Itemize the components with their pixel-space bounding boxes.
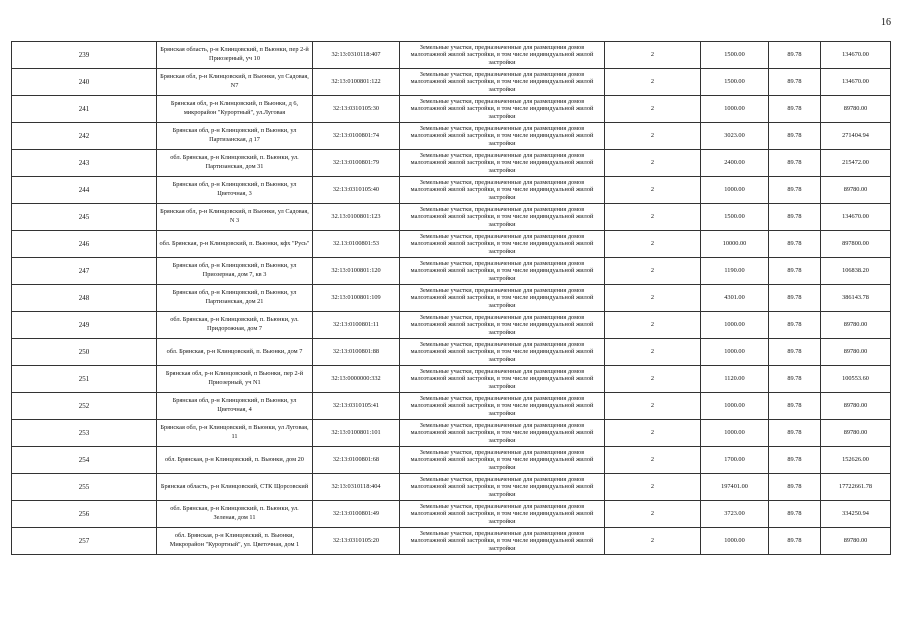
cadastral-value-cell: 134670.00 <box>821 204 891 231</box>
row-number-cell: 239 <box>12 42 157 69</box>
area-cell: 1000.00 <box>701 528 769 555</box>
cadastral-number-cell: 32:13:0310118:404 <box>313 474 400 501</box>
group-code-cell: 2 <box>605 528 701 555</box>
address-cell: Брянская обл, р-н Клинцовский, п Вьюнки, ул Садовая, N 3 <box>157 204 313 231</box>
cadastral-value-cell: 134670.00 <box>821 69 891 96</box>
specific-value-cell: 89.78 <box>769 42 821 69</box>
specific-value-cell: 89.78 <box>769 285 821 312</box>
area-cell: 1190.00 <box>701 258 769 285</box>
address-cell: обл. Брянская, р-н Клинцовский, п. Вьюнки, дом 7 <box>157 339 313 366</box>
cadastral-number-cell: 32.13:0100801:53 <box>313 231 400 258</box>
group-code-cell: 2 <box>605 123 701 150</box>
specific-value-cell: 89.78 <box>769 231 821 258</box>
cadastral-value-cell: 386143.78 <box>821 285 891 312</box>
address-cell: обл. Брянская, р-н Клинцовский, п. Вьюнки, ул. Зеленая, дом 11 <box>157 501 313 528</box>
row-number-cell: 251 <box>12 366 157 393</box>
cadastral-number-cell: 32:13:0100801:68 <box>313 447 400 474</box>
area-cell: 1000.00 <box>701 393 769 420</box>
row-number-cell: 255 <box>12 474 157 501</box>
group-code-cell: 2 <box>605 420 701 447</box>
address-cell: Брянская обл, р-н Клинцовский, п Вьюнки, ул Приозерная, дом 7, кв 3 <box>157 258 313 285</box>
specific-value-cell: 89.78 <box>769 528 821 555</box>
address-cell: Брянская область, р-н Клинцовский, СТК Щорсовский <box>157 474 313 501</box>
row-number-cell: 254 <box>12 447 157 474</box>
table-row <box>12 96 891 123</box>
row-number-cell: 240 <box>12 69 157 96</box>
land-purpose-cell: Земельные участки, предназначенные для размещения домов малоэтажной жилой застройки, в том числе индивидуальной жилой застройки <box>400 285 605 312</box>
specific-value-cell: 89.78 <box>769 447 821 474</box>
address-cell: Брянская обл, р-н Клинцовский, п Вьюнки, ул Садовая, N7 <box>157 69 313 96</box>
group-code-cell: 2 <box>605 96 701 123</box>
cadastral-value-cell: 89780.00 <box>821 393 891 420</box>
area-cell: 1000.00 <box>701 96 769 123</box>
cadastral-number-cell: 32:13:0100801:120 <box>313 258 400 285</box>
specific-value-cell: 89.78 <box>769 366 821 393</box>
row-number-cell: 249 <box>12 312 157 339</box>
group-code-cell: 2 <box>605 42 701 69</box>
cadastral-number-cell: 32:13:0000000:332 <box>313 366 400 393</box>
address-cell: обл. Брянская, р-н Клинцовский, п. Вьюнки, кфх "Русь" <box>157 231 313 258</box>
cadastral-value-cell: 271404.94 <box>821 123 891 150</box>
area-cell: 4301.00 <box>701 285 769 312</box>
land-registry-table <box>11 41 891 555</box>
cadastral-number-cell: 32:13:0100801:101 <box>313 420 400 447</box>
row-number-cell: 256 <box>12 501 157 528</box>
row-number-cell: 242 <box>12 123 157 150</box>
address-cell: Брянская обл, р-н Клинцовский, п Вьюнки, ул Луговая, 11 <box>157 420 313 447</box>
table-row <box>12 69 891 96</box>
table-row <box>12 231 891 258</box>
cadastral-value-cell: 89780.00 <box>821 177 891 204</box>
group-code-cell: 2 <box>605 312 701 339</box>
group-code-cell: 2 <box>605 231 701 258</box>
land-purpose-cell: Земельные участки, предназначенные для размещения домов малоэтажной жилой застройки, в том числе индивидуальной жилой застройки <box>400 528 605 555</box>
area-cell: 1000.00 <box>701 177 769 204</box>
address-cell: Брянская обл, р-н Клинцовский, п Вьюнки, ул Цветочная, 3 <box>157 177 313 204</box>
table-row <box>12 150 891 177</box>
cadastral-number-cell: 32:13:0100801:74 <box>313 123 400 150</box>
area-cell: 1000.00 <box>701 312 769 339</box>
specific-value-cell: 89.78 <box>769 393 821 420</box>
group-code-cell: 2 <box>605 177 701 204</box>
cadastral-value-cell: 215472.00 <box>821 150 891 177</box>
cadastral-value-cell: 89780.00 <box>821 528 891 555</box>
land-purpose-cell: Земельные участки, предназначенные для размещения домов малоэтажной жилой застройки, в том числе индивидуальной жилой застройки <box>400 366 605 393</box>
specific-value-cell: 89.78 <box>769 501 821 528</box>
specific-value-cell: 89.78 <box>769 123 821 150</box>
cadastral-value-cell: 89780.00 <box>821 339 891 366</box>
address-cell: Брянская обл, р-н Клинцовский, п Вьюнки, д 6, микрорайон "Курортный", ул.Луговая <box>157 96 313 123</box>
land-purpose-cell: Земельные участки, предназначенные для размещения домов малоэтажной жилой застройки, в том числе индивидуальной жилой застройки <box>400 231 605 258</box>
cadastral-value-cell: 152626.00 <box>821 447 891 474</box>
row-number-cell: 250 <box>12 339 157 366</box>
cadastral-number-cell: 32:13:0310118:407 <box>313 42 400 69</box>
table-row <box>12 420 891 447</box>
area-cell: 1500.00 <box>701 42 769 69</box>
cadastral-number-cell: 32:13:0100801:109 <box>313 285 400 312</box>
address-cell: Брянская обл, р-н Клинцовский, п Вьюнки, ул Цветочная, 4 <box>157 393 313 420</box>
land-purpose-cell: Земельные участки, предназначенные для размещения домов малоэтажной жилой застройки, в том числе индивидуальной жилой застройки <box>400 96 605 123</box>
page-number: 16 <box>881 17 891 28</box>
area-cell: 1700.00 <box>701 447 769 474</box>
address-cell: обл. Брянская, р-н Клинцовский, п. Вьюнки, Микрорайон "Курортный", ул. Цветочная, дом 1 <box>157 528 313 555</box>
cadastral-value-cell: 134670.00 <box>821 42 891 69</box>
specific-value-cell: 89.78 <box>769 474 821 501</box>
group-code-cell: 2 <box>605 69 701 96</box>
specific-value-cell: 89.78 <box>769 96 821 123</box>
land-purpose-cell: Земельные участки, предназначенные для размещения домов малоэтажной жилой застройки, в том числе индивидуальной жилой застройки <box>400 69 605 96</box>
row-number-cell: 243 <box>12 150 157 177</box>
land-purpose-cell: Земельные участки, предназначенные для размещения домов малоэтажной жилой застройки, в том числе индивидуальной жилой застройки <box>400 420 605 447</box>
cadastral-value-cell: 17722661.78 <box>821 474 891 501</box>
specific-value-cell: 89.78 <box>769 177 821 204</box>
cadastral-value-cell: 89780.00 <box>821 420 891 447</box>
group-code-cell: 2 <box>605 339 701 366</box>
specific-value-cell: 89.78 <box>769 69 821 96</box>
specific-value-cell: 89.78 <box>769 420 821 447</box>
row-number-cell: 244 <box>12 177 157 204</box>
land-purpose-cell: Земельные участки, предназначенные для размещения домов малоэтажной жилой застройки, в том числе индивидуальной жилой застройки <box>400 474 605 501</box>
address-cell: Брянская область, р-н Клинцовский, п Вьюнки, пер 2-й Приозерный, уч 10 <box>157 42 313 69</box>
table-row <box>12 285 891 312</box>
table-row <box>12 339 891 366</box>
row-number-cell: 252 <box>12 393 157 420</box>
cadastral-number-cell: 32:13:0100801:122 <box>313 69 400 96</box>
group-code-cell: 2 <box>605 285 701 312</box>
cadastral-value-cell: 89780.00 <box>821 312 891 339</box>
group-code-cell: 2 <box>605 501 701 528</box>
table-row <box>12 258 891 285</box>
land-purpose-cell: Земельные участки, предназначенные для размещения домов малоэтажной жилой застройки, в том числе индивидуальной жилой застройки <box>400 501 605 528</box>
land-purpose-cell: Земельные участки, предназначенные для размещения домов малоэтажной жилой застройки, в том числе индивидуальной жилой застройки <box>400 447 605 474</box>
cadastral-value-cell: 334250.94 <box>821 501 891 528</box>
land-purpose-cell: Земельные участки, предназначенные для размещения домов малоэтажной жилой застройки, в том числе индивидуальной жилой застройки <box>400 258 605 285</box>
area-cell: 10000.00 <box>701 231 769 258</box>
land-purpose-cell: Земельные участки, предназначенные для размещения домов малоэтажной жилой застройки, в том числе индивидуальной жилой застройки <box>400 177 605 204</box>
row-number-cell: 247 <box>12 258 157 285</box>
cadastral-number-cell: 32:13:0310105:20 <box>313 528 400 555</box>
table-row <box>12 501 891 528</box>
table-row <box>12 447 891 474</box>
table-row <box>12 393 891 420</box>
land-purpose-cell: Земельные участки, предназначенные для размещения домов малоэтажной жилой застройки, в том числе индивидуальной жилой застройки <box>400 150 605 177</box>
cadastral-value-cell: 106838.20 <box>821 258 891 285</box>
land-purpose-cell: Земельные участки, предназначенные для размещения домов малоэтажной жилой застройки, в том числе индивидуальной жилой застройки <box>400 312 605 339</box>
row-number-cell: 246 <box>12 231 157 258</box>
specific-value-cell: 89.78 <box>769 339 821 366</box>
area-cell: 1500.00 <box>701 204 769 231</box>
area-cell: 1000.00 <box>701 339 769 366</box>
group-code-cell: 2 <box>605 366 701 393</box>
group-code-cell: 2 <box>605 258 701 285</box>
area-cell: 3023.00 <box>701 123 769 150</box>
area-cell: 1500.00 <box>701 69 769 96</box>
cadastral-number-cell: 32:13:0100801:11 <box>313 312 400 339</box>
specific-value-cell: 89.78 <box>769 204 821 231</box>
row-number-cell: 241 <box>12 96 157 123</box>
cadastral-number-cell: 32:13:0100801:88 <box>313 339 400 366</box>
land-purpose-cell: Земельные участки, предназначенные для размещения домов малоэтажной жилой застройки, в том числе индивидуальной жилой застройки <box>400 123 605 150</box>
cadastral-number-cell: 32:13:0310105:40 <box>313 177 400 204</box>
address-cell: Брянская обл, р-н Клинцовский, п Вьюнки, ул Партизанская, дом 21 <box>157 285 313 312</box>
group-code-cell: 2 <box>605 204 701 231</box>
table-row <box>12 366 891 393</box>
cadastral-value-cell: 897800.00 <box>821 231 891 258</box>
table-row <box>12 528 891 555</box>
group-code-cell: 2 <box>605 474 701 501</box>
area-cell: 1000.00 <box>701 420 769 447</box>
land-purpose-cell: Земельные участки, предназначенные для размещения домов малоэтажной жилой застройки, в том числе индивидуальной жилой застройки <box>400 42 605 69</box>
row-number-cell: 245 <box>12 204 157 231</box>
cadastral-number-cell: 32:13:0310105:41 <box>313 393 400 420</box>
specific-value-cell: 89.78 <box>769 258 821 285</box>
table-row <box>12 204 891 231</box>
area-cell: 2400.00 <box>701 150 769 177</box>
land-purpose-cell: Земельные участки, предназначенные для размещения домов малоэтажной жилой застройки, в том числе индивидуальной жилой застройки <box>400 393 605 420</box>
cadastral-number-cell: 32:13:0100801:79 <box>313 150 400 177</box>
cadastral-value-cell: 89780.00 <box>821 96 891 123</box>
area-cell: 3723.00 <box>701 501 769 528</box>
address-cell: обл. Брянская, р-н Клинцовский, п. Вьюнки, дом 20 <box>157 447 313 474</box>
cadastral-number-cell: 32:13:0100801:49 <box>313 501 400 528</box>
row-number-cell: 253 <box>12 420 157 447</box>
group-code-cell: 2 <box>605 447 701 474</box>
address-cell: Брянская обл, р-н Клинцовский, п Вьюнки, пер 2-й Приозерный, уч N1 <box>157 366 313 393</box>
land-purpose-cell: Земельные участки, предназначенные для размещения домов малоэтажной жилой застройки, в том числе индивидуальной жилой застройки <box>400 339 605 366</box>
table-row <box>12 42 891 69</box>
cadastral-value-cell: 100553.60 <box>821 366 891 393</box>
address-cell: Брянская обл, р-н Клинцовский, п Вьюнки, ул Партизанская, д 17 <box>157 123 313 150</box>
group-code-cell: 2 <box>605 393 701 420</box>
table-row <box>12 312 891 339</box>
table-row <box>12 177 891 204</box>
address-cell: обл. Брянская, р-н Клинцовский, п. Вьюнки, ул. Придорожная, дом 7 <box>157 312 313 339</box>
row-number-cell: 248 <box>12 285 157 312</box>
address-cell: обл. Брянская, р-н Клинцовский, п. Вьюнки, ул. Партизанская, дом 31 <box>157 150 313 177</box>
table-row <box>12 474 891 501</box>
land-purpose-cell: Земельные участки, предназначенные для размещения домов малоэтажной жилой застройки, в том числе индивидуальной жилой застройки <box>400 204 605 231</box>
row-number-cell: 257 <box>12 528 157 555</box>
area-cell: 197401.00 <box>701 474 769 501</box>
area-cell: 1120.00 <box>701 366 769 393</box>
group-code-cell: 2 <box>605 150 701 177</box>
specific-value-cell: 89.78 <box>769 312 821 339</box>
table-body <box>12 42 891 555</box>
cadastral-number-cell: 32:13:0310105:30 <box>313 96 400 123</box>
cadastral-number-cell: 32.13:0100801:123 <box>313 204 400 231</box>
specific-value-cell: 89.78 <box>769 150 821 177</box>
table-row <box>12 123 891 150</box>
